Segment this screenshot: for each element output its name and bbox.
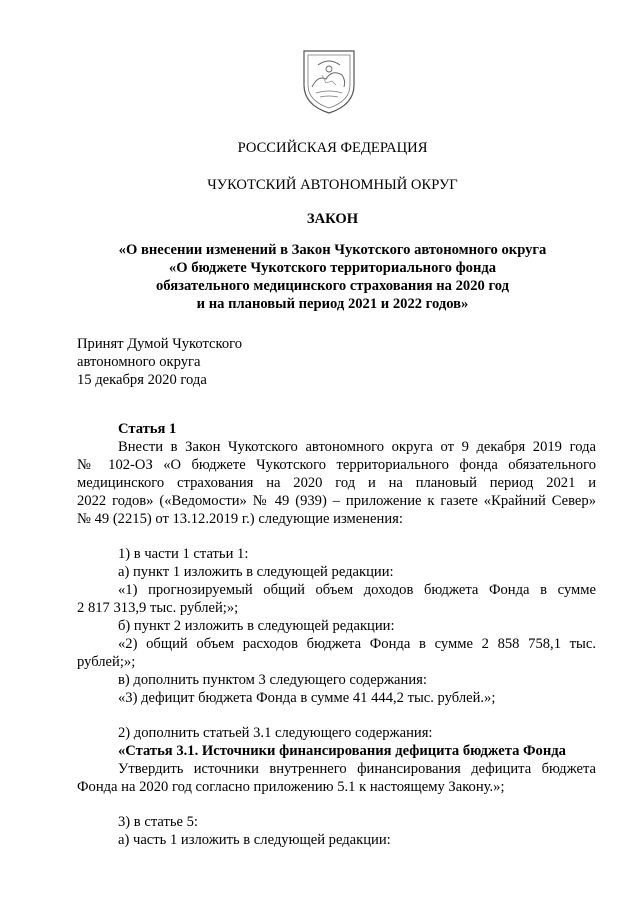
item-3-label: 3) в статье 5: — [118, 814, 198, 830]
federation-title: РОССИЙСКАЯ ФЕДЕРАЦИЯ — [237, 140, 428, 156]
coat-of-arms-emblem — [298, 45, 360, 117]
item-1-v: в) дополнить пунктом 3 следующего содержания: — [118, 672, 427, 688]
item-1-b-text: рублей;»; — [77, 654, 136, 670]
adoption-date: 15 декабря 2020 года — [77, 372, 207, 388]
adoption-line: Принят Думой Чукотского — [77, 336, 243, 352]
item-3-a: а) часть 1 изложить в следующей редакции: — [118, 832, 391, 848]
law-title-line: обязательного медицинского страхования на 2020 год — [156, 278, 509, 294]
law-title-line: «О внесении изменений в Закон Чукотского автономного округа — [118, 242, 547, 258]
article-3-1-heading: «Статья 3.1. Источники финансирования дефицита бюджета Фонда — [118, 743, 566, 759]
item-2-label: 2) дополнить статьей 3.1 следующего содержания: — [118, 725, 433, 741]
item-1-a-text: «1) прогнозируемый общий объем доходов бюджета Фонда в сумме — [118, 582, 596, 598]
article-1-intro-line: № 49 (2215) от 13.12.2019 г.) следующие изменения: — [77, 511, 403, 527]
item-1-a-text: 2 817 313,9 тыс. рублей;»; — [77, 600, 239, 616]
item-1-v-text: «3) дефицит бюджета Фонда в сумме 41 444,2 тыс. рублей.»; — [118, 690, 496, 706]
item-1-b: б) пункт 2 изложить в следующей редакции: — [118, 618, 395, 634]
item-2-text: Утвердить источники внутреннего финансирования дефицита бюджета — [118, 761, 596, 777]
item-1-label: 1) в части 1 статьи 1: — [118, 546, 249, 562]
adoption-line: автономного округа — [77, 354, 201, 370]
item-1-b-text: «2) общий объем расходов бюджета Фонда в сумме 2 858 758,1 тыс. — [118, 636, 596, 652]
item-1-a: а) пункт 1 изложить в следующей редакции: — [118, 564, 394, 580]
article-1-intro-line: медицинского страхования на 2020 год и на плановый период 2021 и — [77, 475, 596, 491]
okrug-title: ЧУКОТСКИЙ АВТОНОМНЫЙ ОКРУГ — [207, 177, 458, 193]
document-type: ЗАКОН — [306, 211, 359, 227]
law-title-line: «О бюджете Чукотского территориального фонда — [168, 260, 497, 276]
law-title-line: и на плановый период 2021 и 2022 годов» — [196, 296, 469, 312]
article-1-heading: Статья 1 — [118, 421, 177, 437]
article-1-intro-line: 2022 годов» («Ведомости» № 49 (939) – приложение к газете «Крайний Север» — [77, 493, 596, 509]
item-2-text: Фонда на 2020 год согласно приложению 5.1 к настоящему Закону.»; — [77, 779, 505, 795]
article-1-intro-line: Внести в Закон Чукотского автономного округа от 9 декабря 2019 года — [118, 439, 596, 455]
article-1-intro-line: № 102-ОЗ «О бюджете Чукотского территориального фонда обязательного — [77, 457, 596, 473]
